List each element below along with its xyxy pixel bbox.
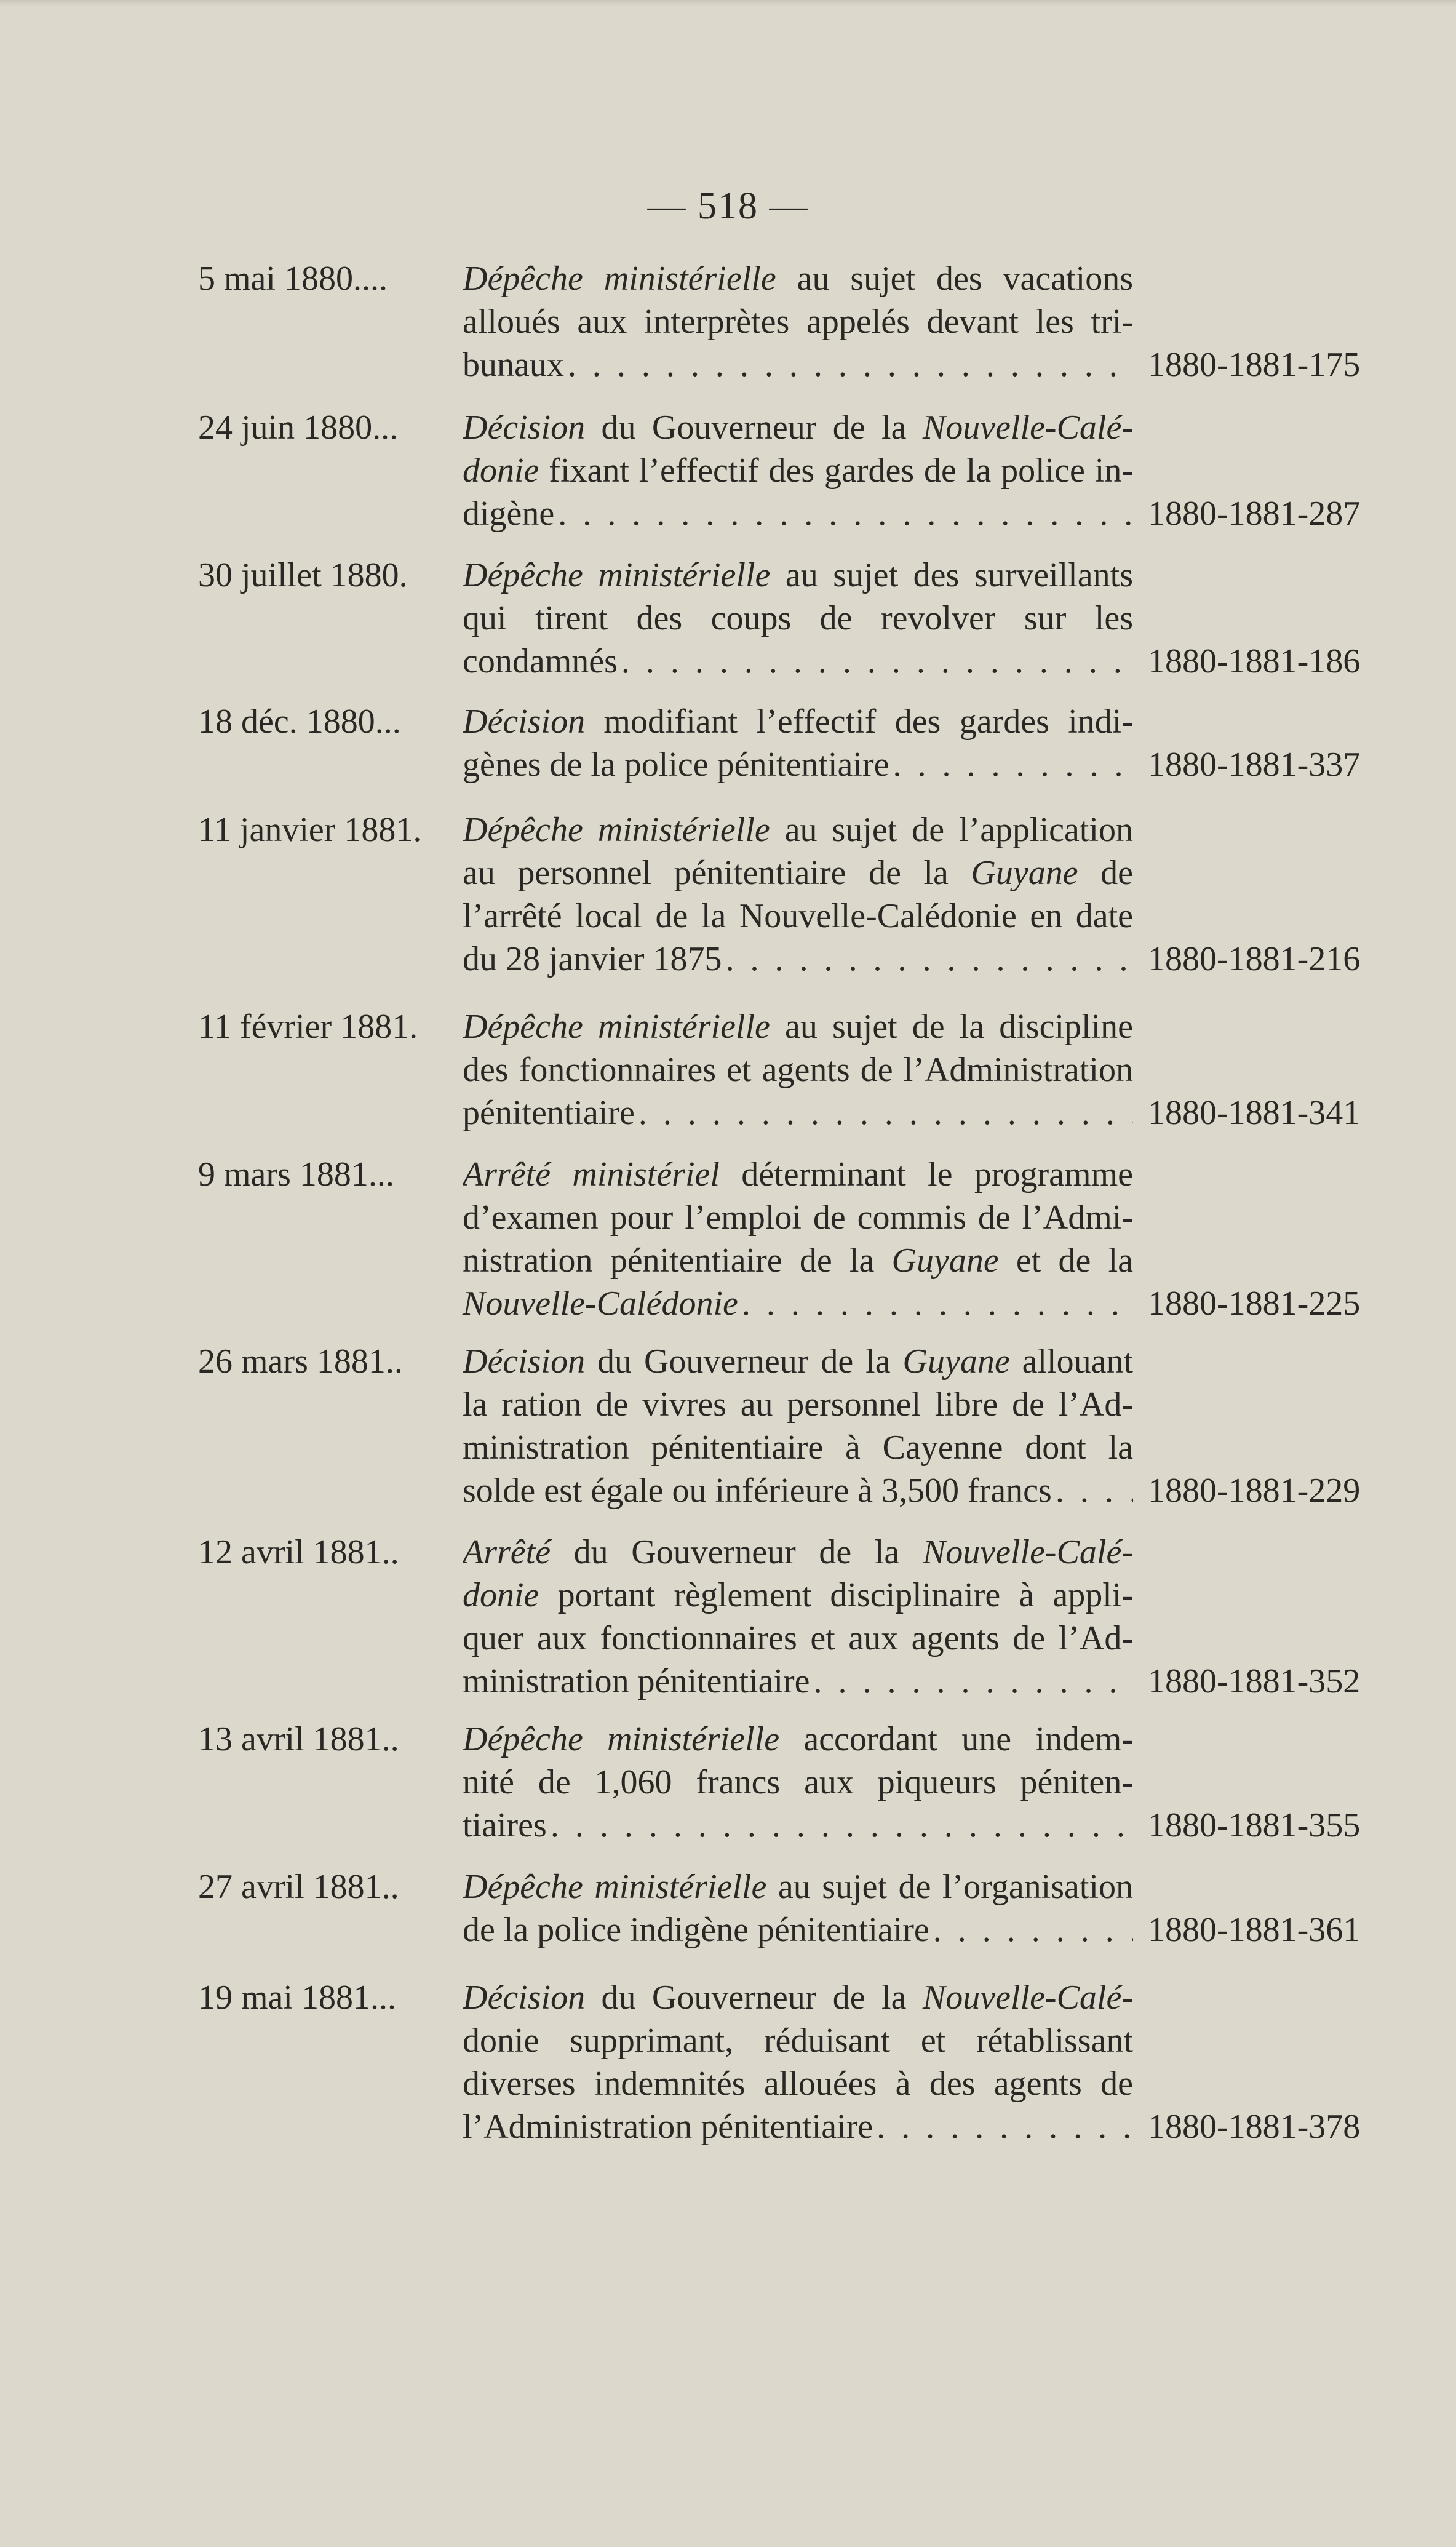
entry-description <box>463 1153 1133 1325</box>
entry-line <box>463 257 1133 300</box>
entry-reference: 1880-1881-287 <box>1148 495 1361 533</box>
leader-dots <box>725 938 1133 981</box>
italic-text: Décision <box>463 1979 586 2017</box>
entry-line-last <box>463 1282 1133 1325</box>
entry-reference: 1880-1881-341 <box>1148 1094 1361 1132</box>
italic-text: Décision <box>463 703 586 741</box>
entry-reference: 1880-1881-378 <box>1148 2108 1361 2146</box>
italic-text: Dépêche ministérielle <box>463 556 771 594</box>
text-segment: portant règlement disciplinaire à appli- <box>539 1576 1133 1614</box>
text-segment: condamnés <box>463 642 618 680</box>
entry-line-last <box>463 743 1133 786</box>
entry-line <box>463 808 1133 851</box>
entry-line <box>463 1005 1133 1048</box>
entry-reference: 1880-1881-216 <box>1148 940 1361 978</box>
italic-text: Nouvelle-Calé- <box>922 1979 1133 2017</box>
text-segment: du Gouverneur de la <box>585 1342 903 1381</box>
leader-dots <box>1056 1469 1133 1512</box>
entry-line <box>463 1718 1133 1761</box>
italic-text: Guyane <box>891 1242 999 1280</box>
text-segment: quer aux fonctionnaires et aux agents de l’Ad- <box>463 1619 1133 1657</box>
text-segment: nité de 1,060 francs aux piqueurs péniten- <box>463 1763 1133 1801</box>
text-segment: digène <box>463 495 555 533</box>
text-segment: bunaux <box>463 346 564 384</box>
entry-line <box>463 597 1133 640</box>
text-segment: au sujet des surveillants <box>770 556 1133 594</box>
italic-text: Dépêche ministérielle <box>463 1868 767 1906</box>
entry-date: 11 février 1881. <box>198 1008 418 1046</box>
italic-text: Décision <box>463 409 586 447</box>
italic-text: Nouvelle-Calé- <box>922 409 1133 447</box>
text-segment: du Gouverneur de la <box>585 1979 923 2017</box>
entry-line-last <box>463 1660 1133 1703</box>
entry-reference: 1880-1881-225 <box>1148 1285 1361 1323</box>
text-segment: du Gouverneur de la <box>585 409 923 447</box>
text-segment: solde est égale ou inférieure à 3,500 francs <box>463 1472 1052 1510</box>
leader-dots <box>551 1804 1133 1847</box>
page-number: — 518 — <box>647 185 809 227</box>
leader-dots <box>742 1282 1133 1325</box>
text-segment: l’arrêté local de la Nouvelle-Calédonie en date <box>463 897 1133 935</box>
entry-date: 19 mai 1881... <box>198 1979 396 2017</box>
text-segment: au sujet de l’organisation <box>766 1868 1133 1906</box>
text-segment: des fonctionnaires et agents de l’Administration <box>463 1051 1133 1089</box>
italic-text: Dépêche ministérielle <box>463 1720 780 1758</box>
entry-reference: 1880-1881-352 <box>1148 1662 1361 1700</box>
entry-reference: 1880-1881-186 <box>1148 642 1361 680</box>
text-segment: modifiant l’effectif des gardes indi- <box>585 703 1133 741</box>
italic-text: Guyane <box>902 1342 1010 1381</box>
text-segment: d’examen pour l’emploi de commis de l’Admi- <box>463 1198 1133 1237</box>
entry-line <box>463 1239 1133 1282</box>
entry-description <box>463 700 1133 786</box>
entry-description <box>463 1340 1133 1512</box>
entry-date: 26 mars 1881.. <box>198 1342 403 1381</box>
italic-text: Dépêche ministérielle <box>463 811 770 849</box>
text-segment: du 28 janvier 1875 <box>463 940 722 978</box>
italic-text: donie <box>463 452 539 490</box>
text-segment: au sujet de la discipline <box>770 1008 1133 1046</box>
entry-description <box>463 808 1133 981</box>
italic-text: Dépêche ministérielle <box>463 1008 770 1046</box>
text-segment: pénitentiaire <box>463 1094 635 1132</box>
entry-line-last <box>463 640 1133 683</box>
leader-dots <box>814 1660 1133 1703</box>
text-segment: la ration de vivres au personnel libre de l’Ad- <box>463 1385 1133 1424</box>
text-segment: au sujet de l’application <box>770 811 1133 849</box>
italic-text: donie <box>463 1576 539 1614</box>
entry-line <box>463 300 1133 343</box>
text-segment: fixant l’effectif des gardes de la police in- <box>539 452 1133 490</box>
entry-description <box>463 1005 1133 1134</box>
italic-text: Guyane <box>971 854 1078 892</box>
entry-line-last <box>463 1908 1133 1951</box>
entry-description <box>463 554 1133 683</box>
entry-line <box>463 2019 1133 2062</box>
text-segment: l’Administration pénitentiaire <box>463 2108 873 2146</box>
entry-line <box>463 1153 1133 1196</box>
entry-line <box>463 1574 1133 1617</box>
entry-date: 12 avril 1881.. <box>198 1533 399 1571</box>
leader-dots <box>638 1091 1133 1134</box>
entry-date: 18 déc. 1880... <box>198 703 401 741</box>
entry-reference: 1880-1881-355 <box>1148 1806 1361 1844</box>
text-segment: allouant <box>1009 1342 1133 1381</box>
text-segment: ministration pénitentiaire <box>463 1662 810 1700</box>
entry-line <box>463 554 1133 597</box>
text-segment: gènes de la police pénitentiaire <box>463 746 889 784</box>
entry-line-last <box>463 492 1133 535</box>
entry-reference: 1880-1881-175 <box>1148 346 1361 384</box>
text-segment: au sujet des vacations <box>776 260 1133 298</box>
entry-line-last <box>463 1804 1133 1847</box>
leader-dots <box>893 743 1133 786</box>
entry-date: 9 mars 1881... <box>198 1155 394 1194</box>
entry-line <box>463 1048 1133 1091</box>
leader-dots <box>568 343 1133 386</box>
text-segment: qui tirent des coups de revolver sur les <box>463 599 1133 637</box>
italic-text: Nouvelle-Calé- <box>922 1533 1133 1571</box>
entry-reference: 1880-1881-229 <box>1148 1472 1361 1510</box>
text-segment: alloués aux interprètes appelés devant les tri- <box>463 303 1133 341</box>
entry-line <box>463 1383 1133 1426</box>
entry-line <box>463 851 1133 895</box>
entry-line <box>463 1617 1133 1660</box>
entry-line-last <box>463 1469 1133 1512</box>
text-segment: et de la <box>998 1242 1133 1280</box>
leader-dots <box>621 640 1133 683</box>
text-segment: de la police indigène pénitentiaire <box>463 1911 929 1949</box>
italic-text: Arrêté ministériel <box>463 1155 720 1194</box>
text-segment: ministration pénitentiaire à Cayenne dont la <box>463 1429 1133 1467</box>
leader-dots <box>933 1908 1133 1951</box>
entry-line-last <box>463 343 1133 386</box>
italic-text: Arrêté <box>463 1533 551 1571</box>
entry-line-last <box>463 2105 1133 2148</box>
entry-line <box>463 1865 1133 1908</box>
entry-line-last <box>463 938 1133 981</box>
entry-description <box>463 257 1133 386</box>
entry-line <box>463 895 1133 938</box>
entry-reference: 1880-1881-337 <box>1148 746 1361 784</box>
entry-line <box>463 1761 1133 1804</box>
entry-line <box>463 1426 1133 1469</box>
text-segment: diverses indemnités allouées à des agents de <box>463 2065 1133 2103</box>
entry-description <box>463 406 1133 535</box>
leader-dots <box>877 2105 1133 2148</box>
entry-date: 5 mai 1880.... <box>198 260 388 298</box>
entry-line-last <box>463 1091 1133 1134</box>
entry-date: 30 juillet 1880. <box>198 556 408 594</box>
entry-description <box>463 1865 1133 1951</box>
entry-line <box>463 406 1133 449</box>
entry-description <box>463 1531 1133 1703</box>
entry-line <box>463 700 1133 743</box>
page-top-edge <box>0 0 1456 6</box>
entry-date: 11 janvier 1881. <box>198 811 422 849</box>
text-segment: déterminant le programme <box>719 1155 1133 1194</box>
text-segment: au personnel pénitentiaire de la <box>463 854 971 892</box>
entry-line <box>463 1196 1133 1239</box>
entry-date: 27 avril 1881.. <box>198 1868 399 1906</box>
entry-date: 24 juin 1880... <box>198 409 399 447</box>
entry-line <box>463 449 1133 492</box>
entry-line <box>463 1340 1133 1383</box>
entry-line <box>463 2062 1133 2105</box>
leader-dots <box>558 492 1133 535</box>
italic-text: Décision <box>463 1342 586 1381</box>
entry-reference: 1880-1881-361 <box>1148 1911 1361 1949</box>
text-segment: accordant une indem- <box>779 1720 1133 1758</box>
entry-date: 13 avril 1881.. <box>198 1720 399 1758</box>
entry-line <box>463 1531 1133 1574</box>
text-segment: tiaires <box>463 1806 547 1844</box>
text-segment: de <box>1078 854 1133 892</box>
text-segment: nistration pénitentiaire de la <box>463 1242 892 1280</box>
italic-text: Nouvelle-Calédonie <box>463 1285 738 1323</box>
entry-description <box>463 1718 1133 1847</box>
entry-line <box>463 1976 1133 2019</box>
text-segment: donie supprimant, réduisant et rétablissant <box>463 2022 1133 2060</box>
entry-description <box>463 1976 1133 2148</box>
italic-text: Dépêche ministérielle <box>463 260 776 298</box>
text-segment: du Gouverneur de la <box>551 1533 923 1571</box>
